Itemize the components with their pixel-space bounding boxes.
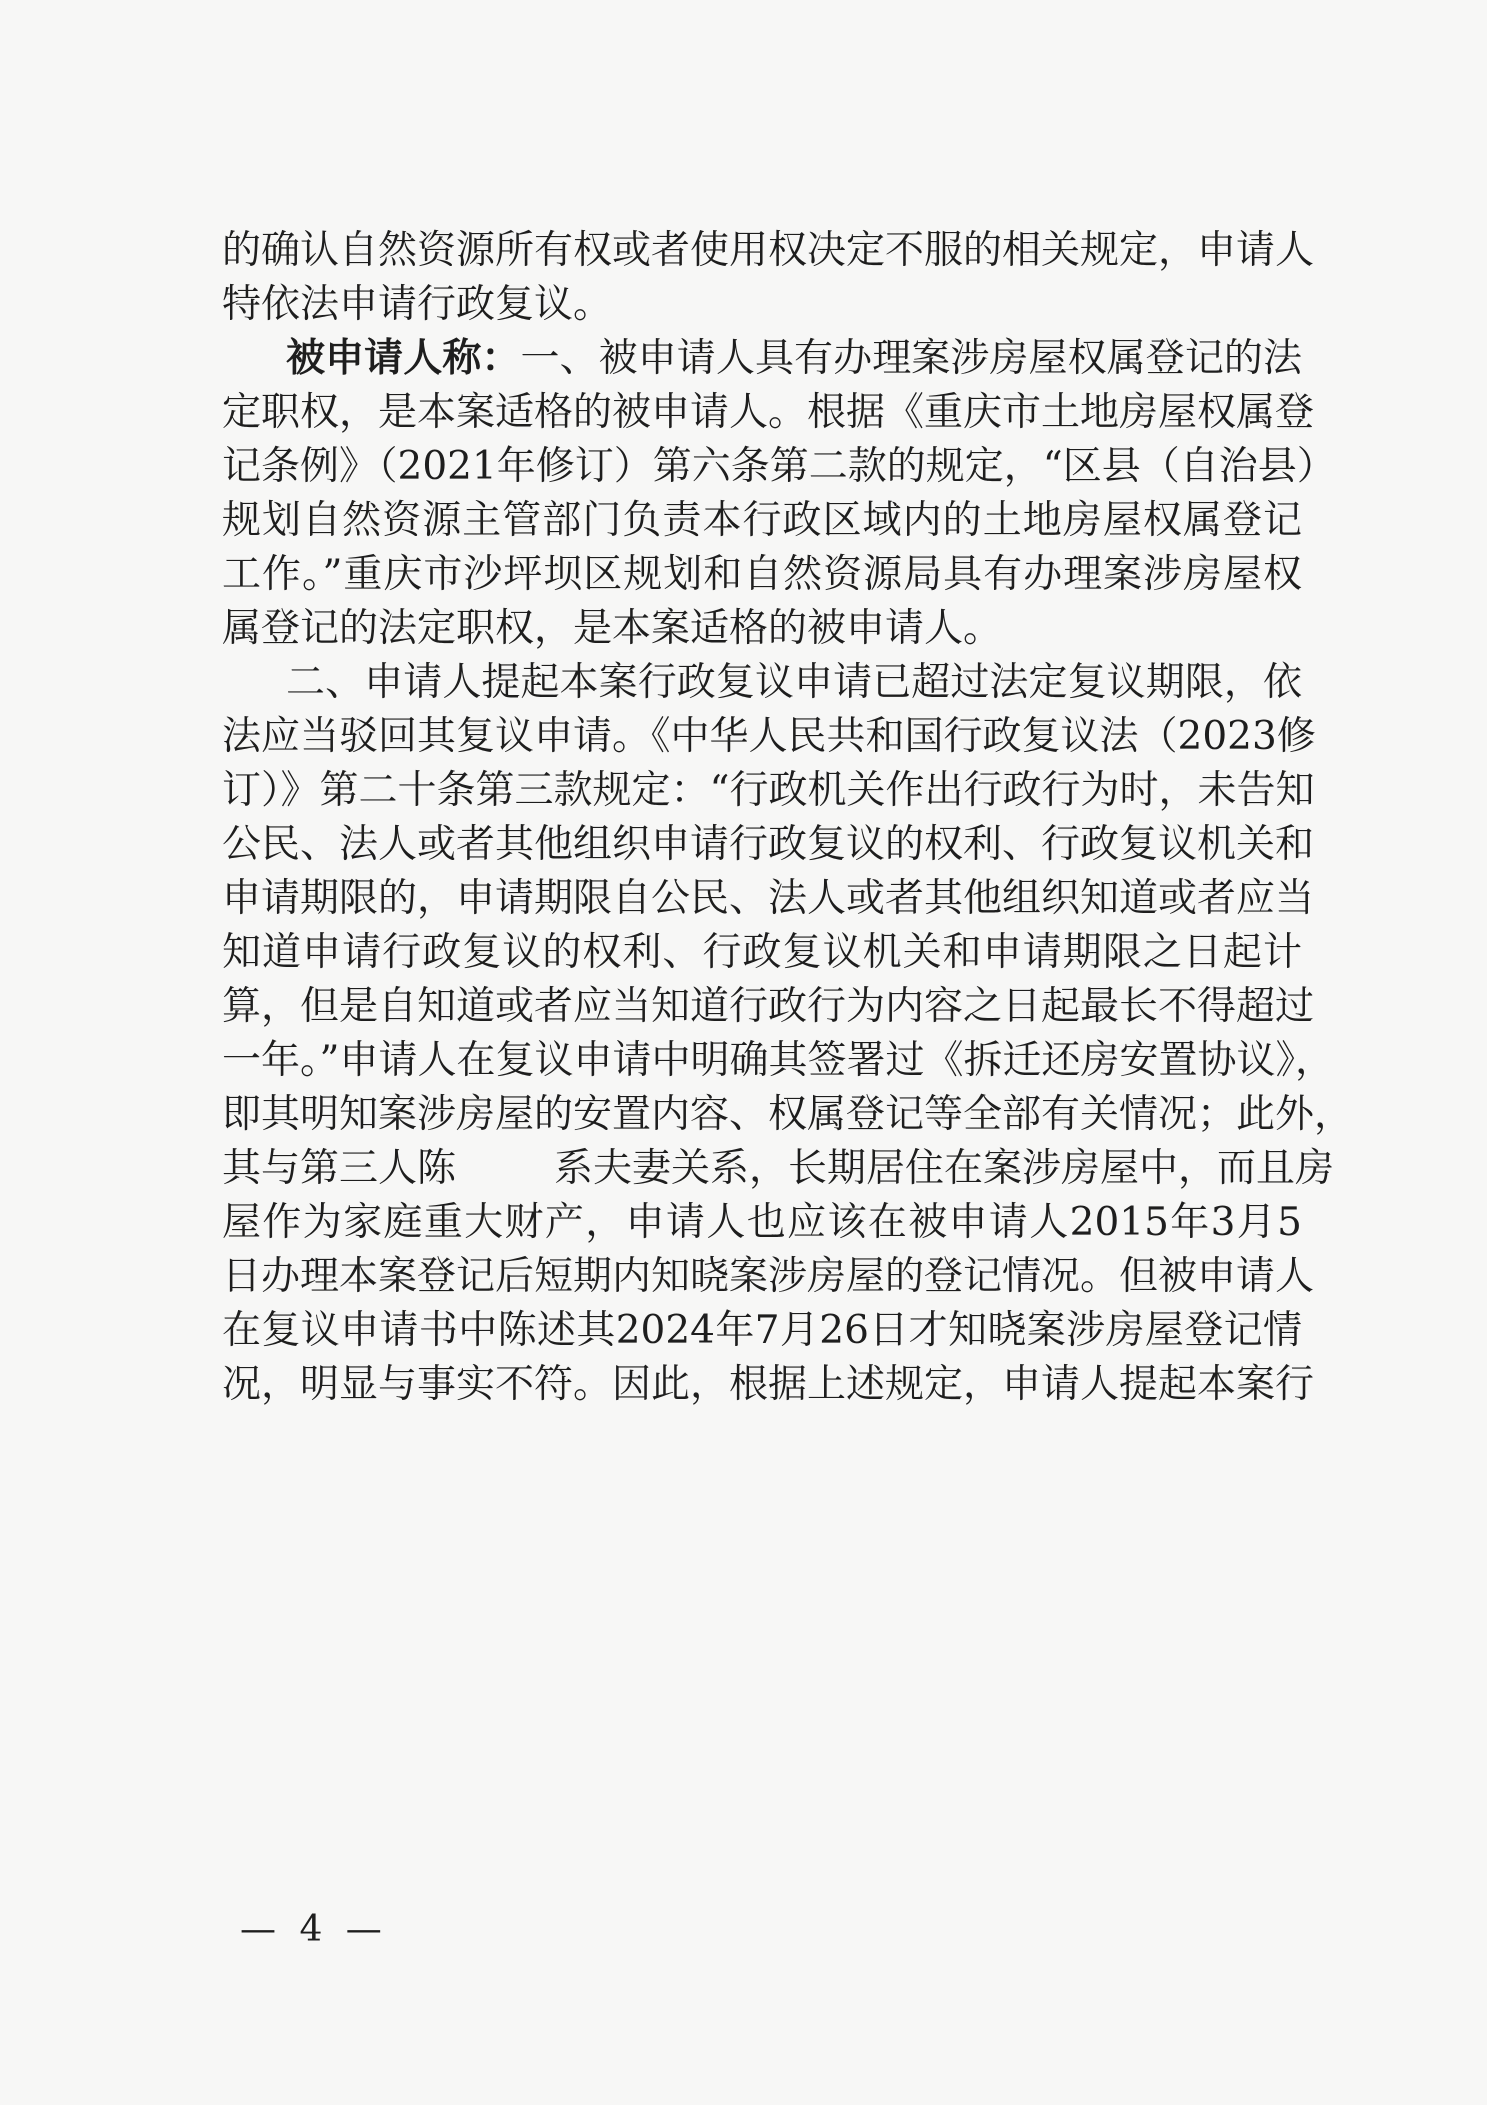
text-line-10: 法应当驳回其复议申请。《中华人民共和国行政复议法（2023修 — [222, 714, 1316, 759]
spouse-line-before: 其与第三人陈 — [222, 1146, 457, 1191]
text-line-12: 公民、法人或者其他组织申请行政复议的权利、行政复议机关和 — [222, 822, 1315, 867]
text-line-15: 算，但是自知道或者应当知道行政行为内容之日起最长不得超过 — [222, 984, 1315, 1029]
respondent-heading: 被申请人称： — [286, 336, 521, 381]
text-line-20: 日办理本案登记后短期内知晓案涉房屋的登记情况。但被申请人 — [222, 1254, 1315, 1299]
respondent-line-rest: 一、被申请人具有办理案涉房屋权属登记的法 — [520, 336, 1302, 381]
spouse-line-after: 系夫妻关系，长期居住在案涉房屋中，而且房 — [554, 1146, 1335, 1191]
text-line-9: 二、申请人提起本案行政复议申请已超过法定复议期限，依 — [286, 660, 1302, 705]
text-line-21: 在复议申请书中陈述其2024年7月26日才知晓案涉房屋登记情 — [222, 1308, 1302, 1353]
text-line-17: 即其明知案涉房屋的安置内容、权属登记等全部有关情况；此外， — [222, 1092, 1354, 1137]
text-line-8: 属登记的法定职权，是本案适格的被申请人。 — [222, 606, 1003, 651]
text-line-7: 工作。”重庆市沙坪坝区规划和自然资源局具有办理案涉房屋权 — [222, 552, 1302, 597]
text-line-13: 申请期限的，申请期限自公民、法人或者其他组织知道或者应当 — [222, 876, 1315, 921]
text-line-19: 屋作为家庭重大财产，申请人也应该在被申请人2015年3月5 — [222, 1200, 1302, 1245]
text-line-1: 的确认自然资源所有权或者使用权决定不服的相关规定，申请人 — [222, 228, 1315, 273]
text-line-2: 特依法申请行政复议。 — [222, 282, 613, 327]
text-line-16: 一年。”申请人在复议申请中明确其签署过《拆迁还房安置协议》， — [222, 1038, 1334, 1083]
text-line-11: 订）》第二十条第三款规定：“行政机关作出行政行为时，未告知 — [222, 768, 1315, 813]
text-line-4: 定职权，是本案适格的被申请人。根据《重庆市土地房屋权属登 — [222, 390, 1315, 435]
page-number: — 4 — — [240, 1909, 388, 1950]
text-line-22: 况，明显与事实不符。因此，根据上述规定，申请人提起本案行 — [222, 1362, 1315, 1407]
text-line-14: 知道申请行政复议的权利、行政复议机关和申请期限之日起计 — [222, 930, 1302, 975]
text-line-5: 记条例》（2021年修订）第六条第二款的规定，“区县（自治县） — [222, 444, 1336, 489]
text-line-6: 规划自然资源主管部门负责本行政区域内的土地房屋权属登记 — [222, 498, 1302, 543]
